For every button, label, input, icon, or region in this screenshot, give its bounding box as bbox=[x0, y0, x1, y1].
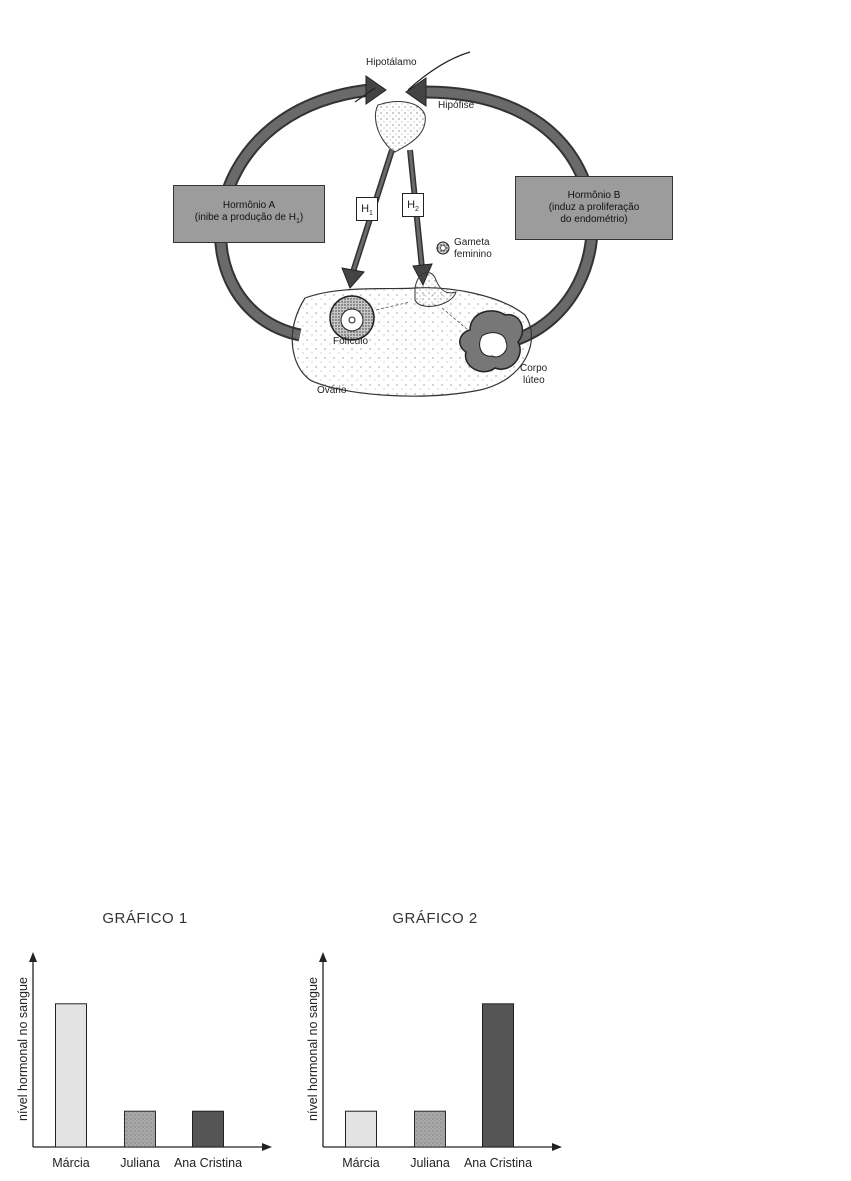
label-hipofise: Hipófise bbox=[438, 100, 475, 111]
hormonio-a-box bbox=[173, 185, 325, 243]
y-axis-arrow bbox=[319, 952, 327, 962]
hormonio-b-desc-2: do endométrio) bbox=[560, 214, 628, 225]
label-corpo-2: lúteo bbox=[523, 375, 545, 386]
label-hipotalamo: Hipotálamo bbox=[366, 57, 417, 68]
bar-ana-cristina bbox=[193, 1111, 224, 1147]
x-tick-label: Juliana bbox=[120, 1156, 160, 1170]
x-axis-arrow bbox=[262, 1143, 272, 1151]
label-foliculo: Folículo bbox=[333, 336, 369, 347]
hormonio-b-title: Hormônio B bbox=[567, 190, 621, 201]
x-axis-arrow bbox=[552, 1143, 562, 1151]
grafico-2-title: GRÁFICO 2 bbox=[392, 910, 478, 927]
x-tick-label: Ana Cristina bbox=[463, 1156, 533, 1170]
label-gameta-2: feminino bbox=[454, 249, 492, 260]
x-tick-label: Ana Cristina bbox=[173, 1156, 243, 1170]
h1-tag: $H_1$ bbox=[356, 197, 378, 221]
bar-ana-cristina bbox=[483, 1004, 514, 1147]
hormonio-a-title: Hormônio A bbox=[222, 200, 276, 211]
grafico-2-ylabel: nível hormonal no sangue bbox=[306, 977, 320, 1121]
hormonal-cycle-diagram bbox=[170, 40, 640, 420]
grafico-1-plot bbox=[10, 910, 280, 1160]
bar-texture bbox=[415, 1111, 446, 1147]
label-corpo-1: Corpo bbox=[520, 363, 548, 374]
label-gameta-1: Gameta bbox=[454, 237, 490, 248]
grafico-1-ylabel: nível hormonal no sangue bbox=[16, 977, 30, 1121]
grafico-1 bbox=[10, 910, 280, 1180]
hormonio-b-desc-1: (induz a proliferação bbox=[548, 202, 640, 213]
right-arrow-head bbox=[406, 78, 426, 106]
grafico-2-plot bbox=[300, 910, 570, 1160]
h2-tag: $H_2$ bbox=[402, 193, 424, 217]
x-tick-label: Márcia bbox=[342, 1156, 380, 1170]
bar-m-rcia bbox=[56, 1004, 87, 1147]
hormonio-a-desc: (inibe a produção de $H_1$) bbox=[194, 212, 304, 225]
x-tick-label: Márcia bbox=[52, 1156, 90, 1170]
bar-m-rcia bbox=[346, 1111, 377, 1147]
pituitary-gland bbox=[375, 102, 425, 152]
x-tick-label: Juliana bbox=[410, 1156, 450, 1170]
label-ovario: Ovário bbox=[317, 385, 347, 396]
left-arrow-head bbox=[366, 76, 386, 104]
grafico-1-title: GRÁFICO 1 bbox=[102, 910, 188, 927]
hormonio-b-box bbox=[515, 176, 673, 240]
h1-arrow-head bbox=[342, 268, 364, 288]
y-axis-arrow bbox=[29, 952, 37, 962]
bar-texture bbox=[125, 1111, 156, 1147]
grafico-2 bbox=[300, 910, 570, 1180]
